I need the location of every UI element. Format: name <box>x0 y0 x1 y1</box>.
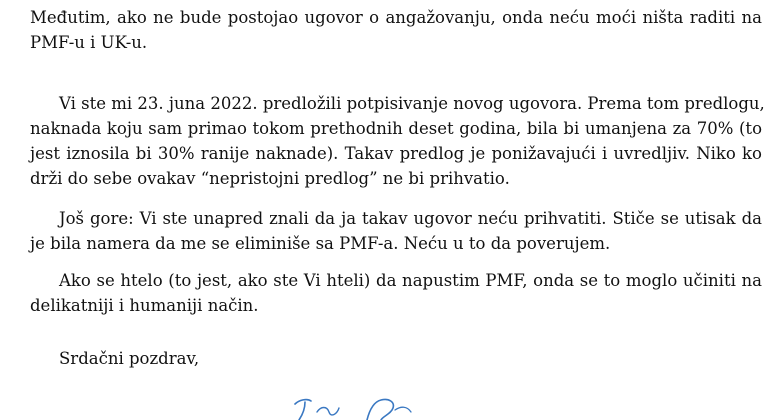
paragraph-1-line-2: PMF-u i UK-u. <box>30 33 148 52</box>
paragraph-4-line-2: delikatniji i humaniji način. <box>30 296 259 315</box>
paragraph-3 <box>30 206 762 256</box>
paragraph-2-line-4: drži do sebe ovakav “nepristojni predlog” ne bi prihvatio. <box>30 169 510 188</box>
paragraph-1 <box>30 5 762 55</box>
handwritten-signature <box>255 392 435 420</box>
signature-stroke <box>317 408 339 415</box>
letter-page <box>30 0 765 420</box>
paragraph-3-line-1: Još gore: Vi ste unapred znali da ja takav ugovor neću prihvatiti. Stiče se utisak da <box>59 209 762 228</box>
signature-stroke <box>367 399 393 420</box>
signature-stroke <box>395 407 411 412</box>
paragraph-2 <box>30 91 765 191</box>
paragraph-2-line-1: Vi ste mi 23. juna 2022. predložili potpisivanje novog ugovora. Prema tom predlogu, <box>59 94 765 113</box>
paragraph-4 <box>30 268 762 318</box>
paragraph-3-line-2: je bila namera da me se eliminiše sa PMF-a. Neću u to da poverujem. <box>30 234 611 253</box>
paragraph-2-line-2: naknada koju sam primao tokom prethodnih deset godina, bila bi umanjena za 70% (to <box>30 119 762 138</box>
signature-stroke <box>295 400 311 420</box>
paragraph-2-line-3: jest iznosila bi 30% ranije naknade). Takav predlog je ponižavajući i uvredljiv. Niko ko <box>30 144 762 163</box>
paragraph-4-line-1: Ako se htelo (to jest, ako ste Vi hteli) da napustim PMF, onda se to moglo učiniti na <box>59 271 762 290</box>
closing-salutation: Srdačni pozdrav, <box>59 349 200 368</box>
paragraph-1-line-1: Međutim, ako ne bude postojao ugovor o angažovanju, onda neću moći ništa raditi na <box>30 8 762 27</box>
